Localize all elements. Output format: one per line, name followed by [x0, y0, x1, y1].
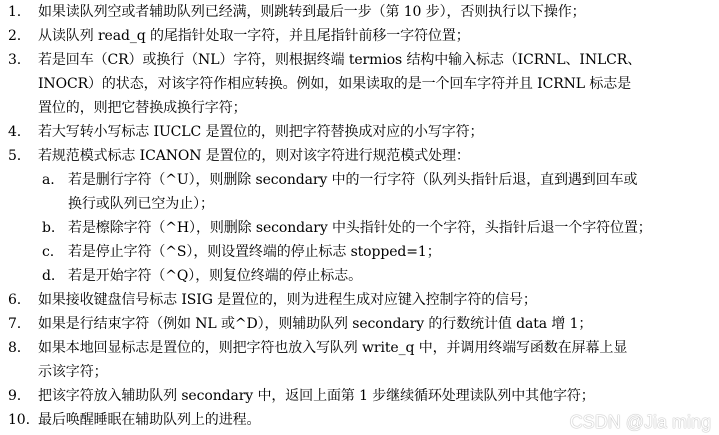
- item-text: 若是删行字符（^U），则删除 secondary 中的一行字符（队列头指针后退，直到遇到回车或: [68, 172, 638, 188]
- sub-item-letter: d.: [42, 268, 56, 284]
- item-number: 1.: [8, 4, 22, 20]
- item-number: 9.: [8, 388, 22, 404]
- item-text: 若是回车（CR）或换行（NL）字符，则根据终端 termios 结构中输入标志（ICRNL、INLCR、: [38, 52, 642, 68]
- item-number: 8.: [8, 340, 22, 356]
- item-number: 3.: [8, 52, 22, 68]
- item-text: 若是开始字符（^Q），则复位终端的停止标志。: [68, 268, 363, 284]
- item-number: 6.: [8, 292, 22, 308]
- sub-item-letter: a.: [42, 172, 55, 188]
- item-text: 如果本地回显标志是置位的，则把字符也放入写队列 write_q 中，并调用终端写函数在屏幕上显: [38, 340, 628, 356]
- item-text: 从读队列 read_q 的尾指针处取一字符，并且尾指针前移一字符位置；: [38, 28, 470, 44]
- item-number: 5.: [8, 148, 22, 164]
- item-text: 置位的，则把它替换成换行字符；: [38, 100, 247, 116]
- item-text: 若是檫除字符（^H），则删除 secondary 中头指针处的一个字符，头指针后退一个字符位置；: [68, 220, 652, 236]
- item-text: 把该字符放入辅助队列 secondary 中，返回上面第 1 步继续循环处理读队列中其他字符；: [38, 388, 595, 404]
- item-text: 若大写转小写标志 IUCLC 是置位的，则把字符替换成对应的小写字符；: [38, 124, 484, 140]
- item-number: 7.: [8, 316, 22, 332]
- sub-item-letter: b.: [42, 220, 56, 236]
- item-text: 如果读队列空或者辅助队列已经满，则跳转到最后一步（第 10 步），否则执行以下操作；: [38, 4, 586, 20]
- item-text: 如果接收键盘信号标志 ISIG 是置位的，则为进程生成对应键入控制字符的信号；: [38, 292, 537, 308]
- item-text: 换行或队列已空为止）；: [68, 196, 214, 212]
- sub-item-letter: c.: [42, 244, 55, 260]
- item-text: INOCR）的状态，对该字符作相应转换。例如，如果读取的是一个回车字符并且 ICRNL 标志是: [38, 76, 632, 92]
- watermark: CSDN @Jia ming: [569, 412, 711, 432]
- item-text: 如果是行结束字符（例如 NL 或^D），则辅助队列 secondary 的行数统计值 data 增 1；: [38, 316, 593, 332]
- item-text: 示该字符；: [38, 364, 108, 380]
- item-number: 10.: [8, 412, 30, 428]
- item-text: 若是停止字符（^S），则设置终端的停止标志 stopped=1；: [68, 244, 441, 260]
- item-number: 4.: [8, 124, 22, 140]
- item-text: 若规范模式标志 ICANON 是置位的，则对该字符进行规范模式处理：: [38, 148, 470, 164]
- item-text: 最后唤醒睡眠在辅助队列上的进程。: [38, 412, 261, 428]
- item-number: 2.: [8, 28, 22, 44]
